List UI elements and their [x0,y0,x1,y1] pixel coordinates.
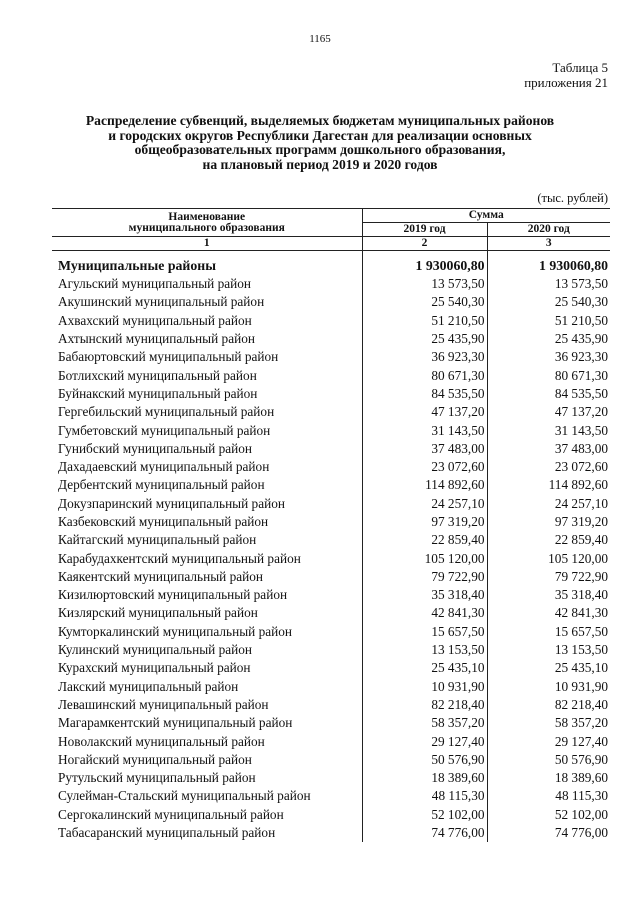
district-name: Табасаранский муниципальный район [52,824,362,842]
table-row [52,769,610,787]
document-title [40,114,600,172]
district-name: Рутульский муниципальный район [52,769,362,787]
table-row [52,421,610,439]
header-year-2020: 2020 год [487,223,610,237]
table-row [52,678,610,696]
value-2020: 36 923,30 [554,349,608,365]
table-row [52,659,610,677]
district-name: Новолакский муниципальный район [52,732,362,750]
value-2020: 48 115,30 [555,788,608,804]
value-2019: 42 841,30 [362,604,487,622]
value-2019: 35 318,40 [362,586,487,604]
header-sum: Сумма [362,209,610,223]
table-row [52,476,610,494]
value-2019: 13 573,50 [362,275,487,293]
title-line-3: общеобразовательных программ дошкольного образования, [134,142,506,157]
district-name: Акушинский муниципальный район [52,293,362,311]
value-2020: 80 671,30 [554,367,608,383]
value-2020: 10 931,90 [554,678,608,694]
value-2020: 23 072,60 [554,459,608,475]
value-2019: 13 153,50 [362,641,487,659]
value-2020: 50 576,90 [554,751,608,767]
table-row [52,824,610,842]
value-2020: 114 892,60 [548,477,608,493]
district-name: Гунибский муниципальный район [52,440,362,458]
table-row [52,787,610,805]
table-row [52,458,610,476]
value-2020: 97 319,20 [554,514,608,529]
table-row [52,348,610,366]
value-2020: 13 573,50 [554,276,608,292]
value-2020: 24 257,10 [554,495,608,511]
value-2019: 52 102,00 [362,806,487,824]
header-col-number-1: 1 [52,237,362,251]
district-name: Кайтагский муниципальный район [52,531,362,549]
district-name: Гумбетовский муниципальный район [52,421,362,439]
table-row [52,732,610,750]
table-row [52,641,610,659]
table-row [52,403,610,421]
value-2020: 79 722,90 [554,568,608,584]
value-2020: 18 389,60 [554,770,608,786]
table-row [52,440,610,458]
value-2019: 48 115,30 [362,787,487,805]
district-name: Ботлихский муниципальный район [52,366,362,384]
table-row [52,623,610,641]
value-2019: 82 218,40 [362,696,487,714]
value-2020: 47 137,20 [554,404,608,420]
value-2020: 105 120,00 [548,550,608,566]
title-line-4: на плановый период 2019 и 2020 годов [202,156,438,172]
table-label [524,60,608,90]
header-name-line-2: муниципального образования [128,221,285,234]
district-name: Карабудахкентский муниципальный район [52,549,362,567]
value-2020: 35 318,40 [554,587,608,603]
value-2019: 50 576,90 [362,751,487,769]
value-2019: 58 357,20 [362,714,487,732]
value-2019: 47 137,20 [362,403,487,421]
district-name: Левашинский муниципальный район [52,696,362,714]
district-name: Сергокалинский муниципальный район [52,806,362,824]
district-name: Докузпаринский муниципальный район [52,495,362,513]
district-name: Ахвахский муниципальный район [52,312,362,330]
title-line-1: Распределение субвенций, выделяемых бюджетам муниципальных районов [85,113,555,128]
table-row [52,513,610,531]
table-label-line-1: Таблица 5 [552,60,608,75]
table-row [52,495,610,513]
value-2019: 36 923,30 [362,348,487,366]
page-number: 1165 [309,33,331,45]
value-2019: 24 257,10 [362,495,487,513]
subvention-table [52,208,610,842]
value-2019: 23 072,60 [362,458,487,476]
district-name: Кизлярский муниципальный район [52,604,362,622]
district-name: Гергебильский муниципальный район [52,403,362,421]
district-name: Кизилюртовский муниципальный район [52,586,362,604]
table-row [52,293,610,311]
value-2020: 25 435,10 [554,660,608,676]
district-name: Курахский муниципальный район [52,659,362,677]
value-2020: 13 153,50 [554,642,608,658]
value-2019: 25 540,30 [362,293,487,311]
district-name: Дербентский муниципальный район [52,476,362,494]
table-row [52,714,610,732]
value-2019: 74 776,00 [362,824,487,842]
district-name: Магарамкентский муниципальный район [52,714,362,732]
value-2019: 31 143,50 [362,421,487,439]
value-2019: 97 319,20 [362,513,487,531]
table-row [52,531,610,549]
total-value-2019: 1 930060,80 [362,251,487,276]
value-2020: 74 776,00 [554,825,608,841]
table-row [52,604,610,622]
title-line-2: и городских округов Республики Дагестан для реализации основных [108,127,532,143]
table-row [52,806,610,824]
table-row [52,751,610,769]
value-2020: 29 127,40 [554,733,608,749]
district-name: Сулейман-Стальский муниципальный район [52,787,362,805]
value-2019: 10 931,90 [362,678,487,696]
header-year-2019: 2019 год [362,223,487,237]
value-2019: 29 127,40 [362,732,487,750]
value-2019: 25 435,90 [362,330,487,348]
value-2019: 84 535,50 [362,385,487,403]
value-2020: 84 535,50 [554,385,608,401]
value-2020: 37 483,00 [554,440,608,456]
value-2019: 105 120,00 [362,549,487,567]
table-row [52,312,610,330]
table-row [52,275,610,293]
district-name: Агульский муниципальный район [52,275,362,293]
district-name: Ногайский муниципальный район [52,751,362,769]
value-2020: 25 435,90 [554,331,608,347]
district-name: Казбековский муниципальный район [52,513,362,531]
table-row [52,586,610,604]
value-2020: 51 210,50 [554,312,608,328]
value-2020: 58 357,20 [554,715,608,731]
units-label: (тыс. рублей) [537,191,608,205]
district-name: Ахтынский муниципальный район [52,330,362,348]
value-2020: 42 841,30 [554,605,608,621]
district-name: Лакский муниципальный район [52,678,362,696]
district-name: Кумторкалинский муниципальный район [52,623,362,641]
district-name: Кулинский муниципальный район [52,641,362,659]
header-name-line-1: Наименование [168,210,246,223]
table-row [52,549,610,567]
header-col-number-2: 2 [362,237,487,251]
value-2020: 15 657,50 [554,623,608,639]
value-2019: 114 892,60 [362,476,487,494]
value-2019: 79 722,90 [362,568,487,586]
total-value-2020: 1 930060,80 [539,258,608,273]
value-2019: 51 210,50 [362,312,487,330]
table-row [52,696,610,714]
value-2020: 82 218,40 [554,696,608,712]
header-name [52,209,362,237]
value-2019: 25 435,10 [362,659,487,677]
value-2020: 25 540,30 [554,294,608,310]
table-row [52,568,610,586]
table-row [52,366,610,384]
header-col-number-3: 3 [487,237,610,251]
table-row [52,385,610,403]
table-label-line-2: приложения 21 [524,75,608,90]
table-row [52,330,610,348]
value-2020: 22 859,40 [554,532,608,548]
value-2020: 52 102,00 [554,806,608,822]
value-2019: 15 657,50 [362,623,487,641]
value-2020: 31 143,50 [554,422,608,438]
value-2019: 22 859,40 [362,531,487,549]
district-name: Каякентский муниципальный район [52,568,362,586]
district-name: Буйнакский муниципальный район [52,385,362,403]
district-name: Бабаюртовский муниципальный район [52,348,362,366]
district-name: Дахадаевский муниципальный район [52,458,362,476]
value-2019: 18 389,60 [362,769,487,787]
value-2019: 80 671,30 [362,366,487,384]
total-name: Муниципальные районы [52,251,362,276]
total-row [52,251,610,276]
value-2019: 37 483,00 [362,440,487,458]
